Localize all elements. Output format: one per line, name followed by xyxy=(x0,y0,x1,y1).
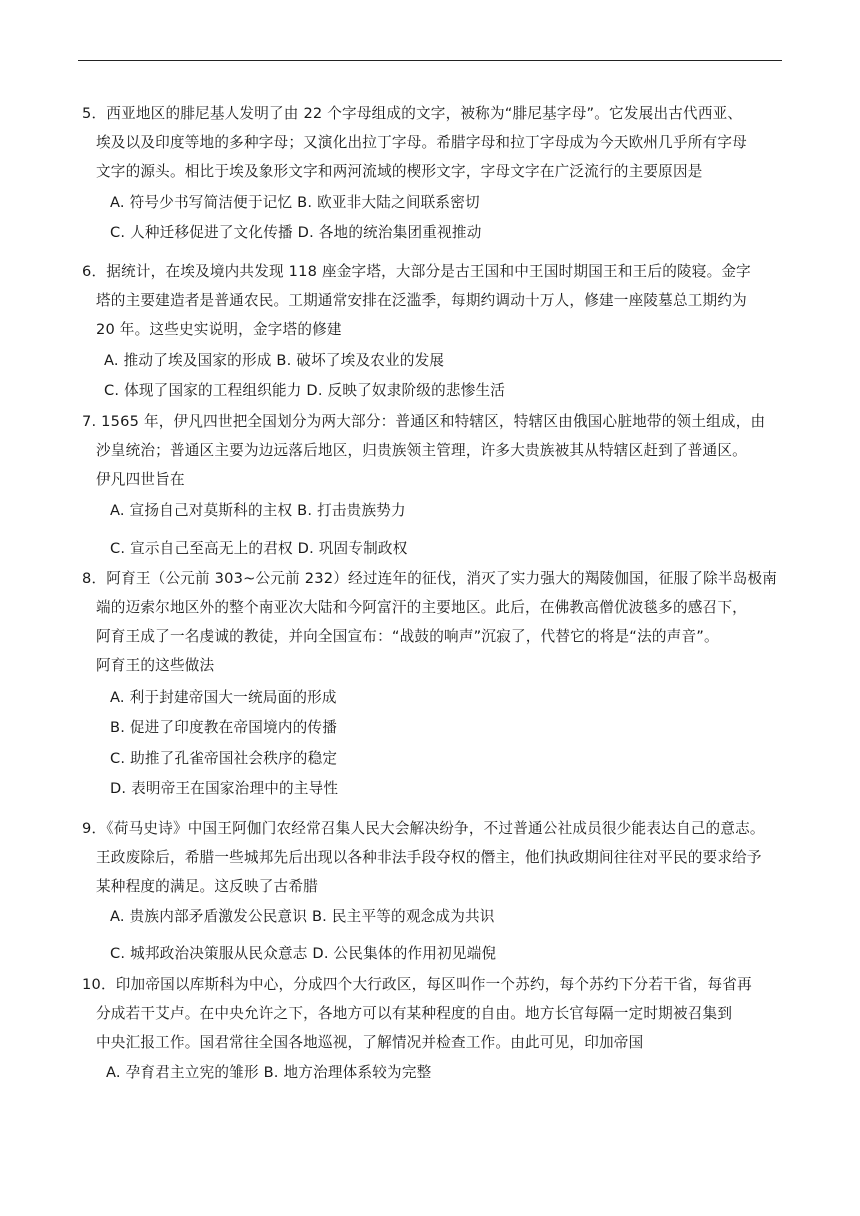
answer-option-line: B. 促进了印度教在帝国境内的传播 xyxy=(110,719,338,736)
question-stem-line: 阿育王的这些做法 xyxy=(96,657,215,674)
answer-option-line: D. 表明帝王在国家治理中的主导性 xyxy=(110,780,339,797)
question-stem-line: 塔的主要建造者是普通农民。工期通常安排在泛滥季，每期约调动十万人，修建一座陵墓总工期约为 xyxy=(96,292,747,309)
answer-option-line: A. 贵族内部矛盾激发公民意识 B. 民主平等的观念成为共识 xyxy=(110,908,495,925)
header-rule xyxy=(78,60,782,61)
answer-option-line: A. 符号少书写简洁便于记忆 B. 欧亚非大陆之间联系密切 xyxy=(110,194,480,211)
answer-option-line: A. 孕育君主立宪的雏形 B. 地方治理体系较为完整 xyxy=(106,1064,432,1081)
answer-option-line: C. 宣示自己至高无上的君权 D. 巩固专制政权 xyxy=(110,540,408,557)
question-stem-line: 埃及以及印度等地的多种字母；又演化出拉丁字母。希腊字母和拉丁字母成为今天欧州几乎所有字母 xyxy=(96,134,747,151)
answer-option-line: A. 推动了埃及国家的形成 B. 破坏了埃及农业的发展 xyxy=(104,352,445,369)
question-stem-line: 王政废除后，希腊一些城邦先后出现以各种非法手段夺权的僭主，他们执政期间往往对平民的要求给予 xyxy=(96,849,762,866)
question-stem-line: 5．西亚地区的腓尼基人发明了由 22 个字母组成的文字，被称为“腓尼基字母”。它发展出古代西亚、 xyxy=(82,105,743,122)
answer-option-line: C. 城邦政治决策服从民众意志 D. 公民集体的作用初见端倪 xyxy=(110,945,497,962)
question-stem-line: 某种程度的满足。这反映了古希腊 xyxy=(96,878,318,895)
question-stem-line: 文字的源头。相比于埃及象形文字和两河流域的楔形文字，字母文字在广泛流行的主要原因是 xyxy=(96,163,703,180)
question-stem-line: 沙皇统治；普通区主要为边远落后地区，归贵族领主管理，许多大贵族被其从特辖区赶到了普通区。 xyxy=(96,442,747,459)
answer-option-line: C. 体现了国家的工程组织能力 D. 反映了奴隶阶级的悲惨生活 xyxy=(104,382,506,399)
question-stem-line: 7. 1565 年，伊凡四世把全国划分为两大部分：普通区和特辖区，特辖区由俄国心脏地带的领土组成，由 xyxy=(82,413,766,430)
question-stem-line: 20 年。这些史实说明，金字塔的修建 xyxy=(96,321,342,338)
answer-option-line: C. 助推了孔雀帝国社会秩序的稳定 xyxy=(110,750,338,767)
answer-option-line: A. 宣扬自己对莫斯科的主权 B. 打击贵族势力 xyxy=(110,502,406,519)
question-stem-line: 阿育王成了一名虔诚的教徒，并向全国宣布：“战鼓的响声”沉寂了，代替它的将是“法的声音”。 xyxy=(96,628,719,645)
question-stem-line: 中央汇报工作。国君常往全国各地巡视，了解情况并检查工作。由此可见，印加帝国 xyxy=(96,1034,644,1051)
question-stem-line: 8．阿育王（公元前 303~公元前 232）经过连年的征伐，消灭了实力强大的羯陵伽国，征服了除半岛极南 xyxy=(82,570,778,587)
question-stem-line: 9．《荷马史诗》中国王阿伽门农经常召集人民大会解决纷争，不过普通公社成员很少能表达自己的意志。 xyxy=(82,820,765,837)
answer-option-line: A. 利于封建帝国大一统局面的形成 xyxy=(110,689,337,706)
question-stem-line: 端的迈索尔地区外的整个南亚次大陆和今阿富汗的主要地区。此后，在佛教高僧优波毯多的感召下， xyxy=(96,599,747,616)
question-stem-line: 6．据统计，在埃及境内共发现 118 座金字塔，大部分是古王国和中王国时期国王和王后的陵寝。金字 xyxy=(82,263,751,280)
answer-option-line: C. 人种迁移促进了文化传播 D. 各地的统治集团重视推动 xyxy=(110,224,482,241)
question-stem-line: 分成若干艾卢。在中央允许之下，各地方可以有某种程度的自由。地方长官每隔一定时期被召集到 xyxy=(96,1005,733,1022)
question-stem-line: 10．印加帝国以库斯科为中心，分成四个大行政区，每区叫作一个苏约，每个苏约下分若干省，每省再 xyxy=(82,976,752,993)
question-stem-line: 伊凡四世旨在 xyxy=(96,471,185,488)
